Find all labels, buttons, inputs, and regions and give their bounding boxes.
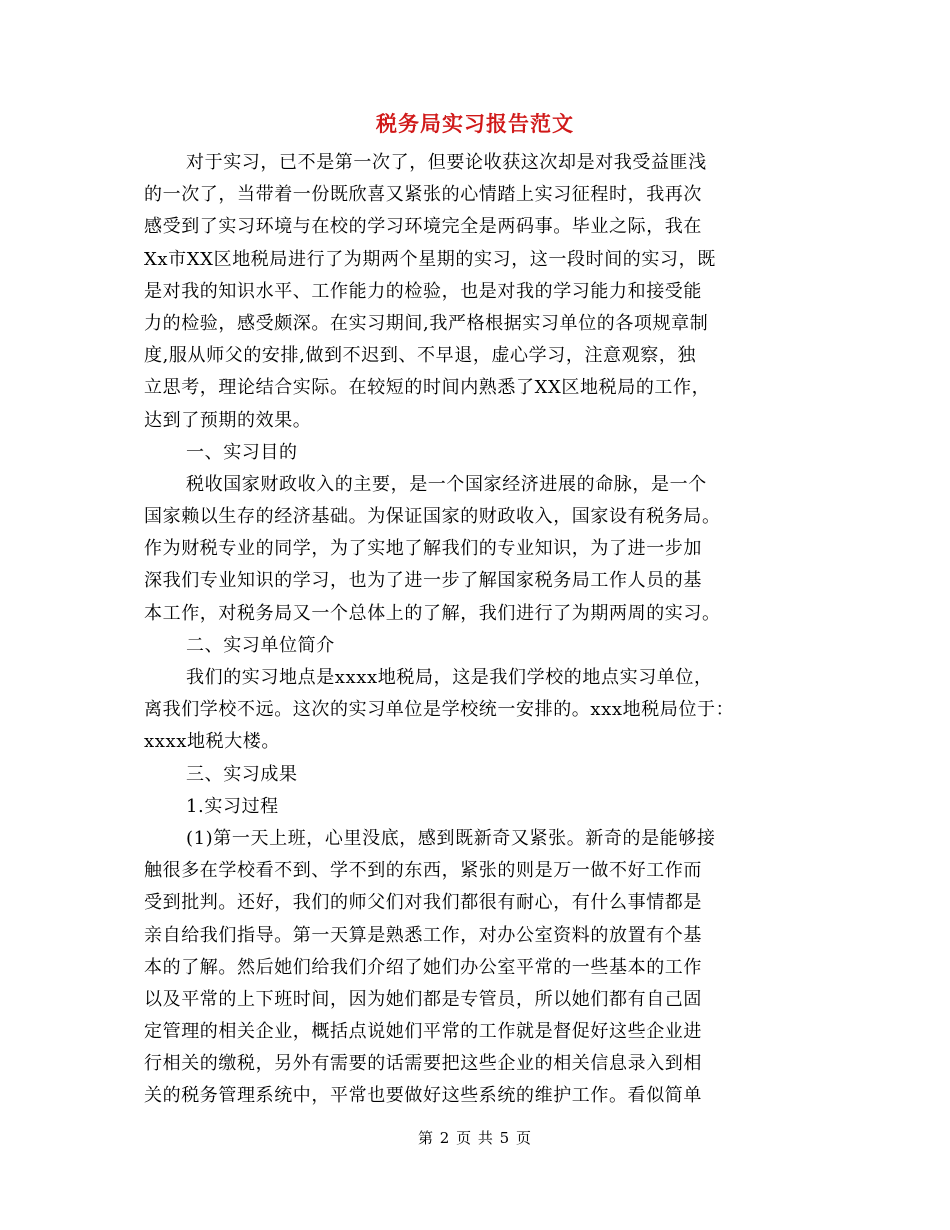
paragraph-line: 定管理的相关企业，概括点说她们平常的工作就是督促好这些企业进 xyxy=(144,1021,702,1043)
paragraph-line: 关的税务管理系统中，平常也要做好这些系统的维护工作。看似简单 xyxy=(144,1085,702,1107)
paragraph-line: 本的了解。然后她们给我们介绍了她们办公室平常的一些基本的工作 xyxy=(144,956,702,978)
section-heading: 三、实习成果 xyxy=(186,763,298,785)
paragraph-line: Xx市XX区地税局进行了为期两个星期的实习，这一段时间的实习，既 xyxy=(144,248,716,270)
paragraph-line: 度,服从师父的安排,做到不迟到、不早退，虚心学习，注意观察，独 xyxy=(144,345,697,367)
page-number-footer: 第 2 页 共 5 页 xyxy=(418,1129,532,1147)
paragraph-line: 行相关的缴税，另外有需要的话需要把这些企业的相关信息录入到相 xyxy=(144,1053,702,1075)
paragraph-line: 立思考，理论结合实际。在较短的时间内熟悉了XX区地税局的工作， xyxy=(144,377,711,399)
paragraph-line: 的一次了，当带着一份既欣喜又紧张的心情踏上实习征程时，我再次 xyxy=(144,184,702,206)
paragraph-line: 深我们专业知识的学习，也为了进一步了解国家税务局工作人员的基 xyxy=(144,570,702,592)
paragraph-line: 以及平常的上下班时间，因为她们都是专管员，所以她们都有自己固 xyxy=(144,988,702,1010)
paragraph-line: 国家赖以生存的经济基础。为保证国家的财政收入，国家设有税务局。 xyxy=(144,506,721,528)
paragraph-line: 感受到了实习环境与在校的学习环境完全是两码事。毕业之际，我在 xyxy=(144,216,702,238)
paragraph-line: xxxx地税大楼。 xyxy=(144,731,281,753)
paragraph-line: 受到批判。还好，我们的师父们对我们都很有耐心，有什么事情都是 xyxy=(144,892,702,914)
paragraph-line: 达到了预期的效果。 xyxy=(144,409,312,431)
paragraph-line: 是对我的知识水平、工作能力的检验，也是对我的学习能力和接受能 xyxy=(144,280,702,302)
section-heading: 一、实习目的 xyxy=(186,441,298,463)
paragraph-line: 本工作，对税务局又一个总体上的了解，我们进行了为期两周的实习。 xyxy=(144,602,721,624)
paragraph-line: 离我们学校不远。这次的实习单位是学校统一安排的。xxx地税局位于： xyxy=(144,699,735,721)
paragraph-line: 力的检验，感受颇深。在实习期间,我严格根据实习单位的各项规章制 xyxy=(144,312,709,334)
document-body xyxy=(144,147,812,1113)
paragraph-line: 税收国家财政收入的主要，是一个国家经济进展的命脉，是一个 xyxy=(186,473,707,495)
subsection-heading: 1.实习过程 xyxy=(186,795,279,817)
paragraph-line: 亲自给我们指导。第一天算是熟悉工作，对办公室资料的放置有个基 xyxy=(144,924,702,946)
paragraph-line: 我们的实习地点是xxxx地税局，这是我们学校的地点实习单位， xyxy=(186,667,713,688)
section-heading: 二、实习单位简介 xyxy=(186,634,335,656)
paragraph-line: 对于实习，已不是第一次了，但要论收获这次却是对我受益匪浅 xyxy=(186,152,707,173)
document-title: 税务局实习报告范文 xyxy=(376,111,574,136)
paragraph-line: 作为财税专业的同学，为了实地了解我们的专业知识，为了进一步加 xyxy=(144,538,702,560)
paragraph-line: (1)第一天上班，心里没底，感到既新奇又紧张。新奇的是能够接 xyxy=(186,827,716,849)
paragraph-line: 触很多在学校看不到、学不到的东西，紧张的则是万一做不好工作而 xyxy=(144,860,702,882)
